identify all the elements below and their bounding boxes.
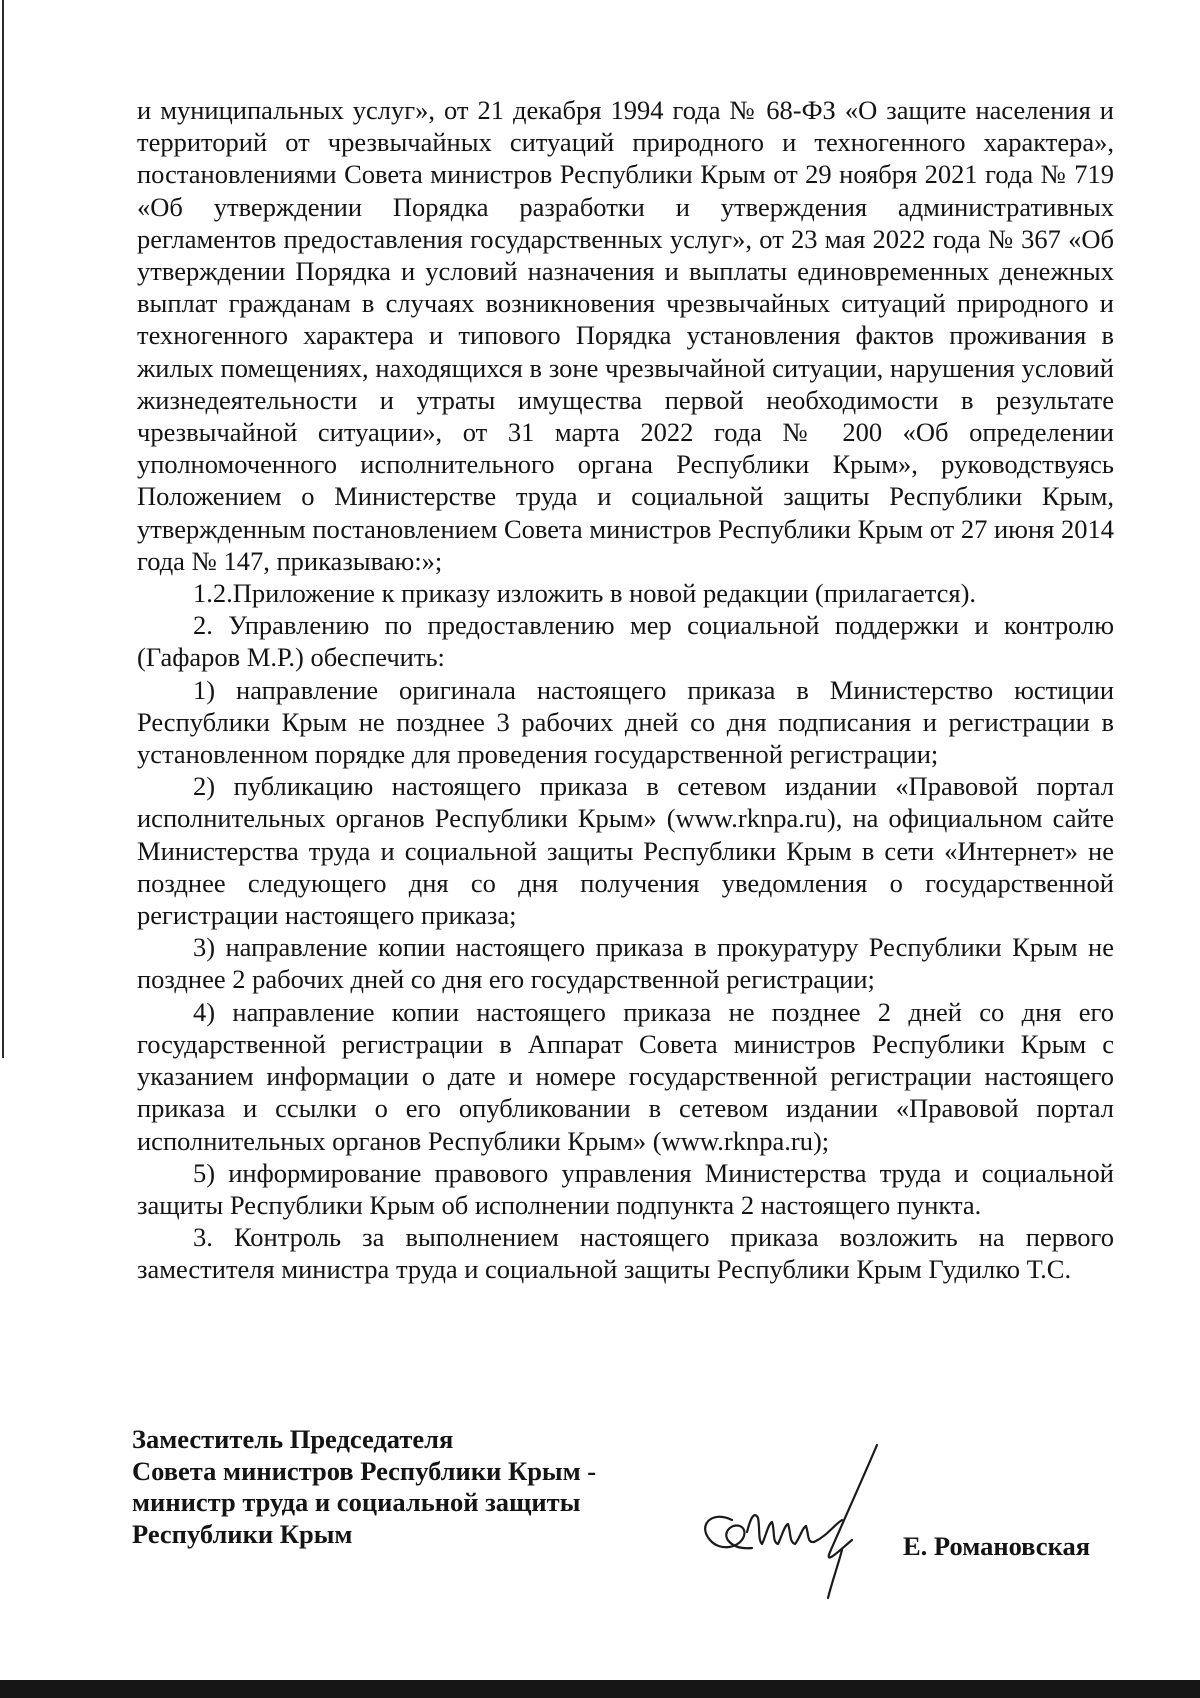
paragraph-2-item-3: 3) направление копии настоящего приказа в прокуратуру Республики Крым не позднее 2 рабочих дней со дня его государственной регистрации; xyxy=(137,932,1114,995)
paragraph-3: 3. Контроль за выполнением настоящего приказа возложить на первого заместителя министра труда и социальной защиты Республики Крым Гудилко Т.С. xyxy=(137,1222,1114,1285)
paragraph-2: 2. Управлению по предоставлению мер социальной поддержки и контролю (Гафаров М.Р.) обеспечить: xyxy=(137,610,1114,673)
signatory-title-line: Республики Крым xyxy=(132,1518,353,1549)
paragraph-2-item-5: 5) информирование правового управления Министерства труда и социальной защиты Республики Крым об исполнении подпункта 2 настоящего пункта. xyxy=(137,1157,1114,1220)
paragraph-2-item-4: 4) направление копии настоящего приказа не позднее 2 дней со дня его государственной регистрации в Аппарат Совета министров Республики Крым с указанием информации о дате и номере государственной регистрации настоящего приказа и ссылки о его опубликовании в сетевом издании «Правовой портал исполнительных органов Республики Крым» (www.rknpa.ru); xyxy=(137,996,1114,1156)
signatory-title-block xyxy=(132,1424,692,1550)
handwritten-signature xyxy=(692,1440,922,1600)
scan-left-edge-line xyxy=(2,0,4,1058)
signatory-title-line: министр труда и социальной защиты xyxy=(132,1487,581,1517)
signatory-title-line: Совета министров Республики Крым - xyxy=(132,1455,597,1486)
scan-bottom-edge-bar xyxy=(0,1680,1200,1698)
paragraph-1-2: 1.2.Приложение к приказу изложить в новой редакции (прилагается). xyxy=(193,578,977,609)
document-body xyxy=(137,94,1114,1286)
paragraph-2-item-1: 1) направление оригинала настоящего приказа в Министерство юстиции Республики Крым не позднее 3 рабочих дней со дня подписания и регистрации в установленном порядке для проведения государственной регистрации; xyxy=(137,674,1114,770)
signer-name: Е. Романовская xyxy=(903,1531,1091,1561)
signatory-title-line: Заместитель Председателя xyxy=(132,1424,454,1454)
paragraph-2-item-2: 2) публикацию настоящего приказа в сетевом издании «Правовой портал исполнительных органов Республики Крым» (www.rknpa.ru), на официальном сайте Министерства труда и социальной защиты Республики Крым в сети «Интернет» не позднее следующего дня со дня получения уведомления о государственной регистрации настоящего приказа; xyxy=(137,771,1114,931)
paragraph-preamble: и муниципальных услуг», от 21 декабря 1994 года № 68-ФЗ «О защите населения и территорий от чрезвычайных ситуаций природного и техногенного характера», постановлениями Совета министров Республики Крым от 29 ноября 2021 года № 719 «Об утверждении Порядка разработки и утверждения административных регламентов предоставления государственных услуг», от 23 мая 2022 года № 367 «Об утверждении Порядка и условий назначения и выплаты единовременных денежных выплат гражданам в случаях возникновения чрезвычайных ситуаций природного и техногенного характера и типового Порядка установления фактов проживания в жилых помещениях, находящихся в зоне чрезвычайной ситуации, нарушения условий жизнедеятельности и утраты имущества первой необходимости в результате чрезвычайной ситуации», от 31 марта 2022 года № 200 «Об определении уполномоченного исполнительного органа Республики Крым», руководствуясь Положением о Министерстве труда и социальной защиты Республики Крым, утвержденным постановлением Совета министров Республики Крым от 27 июня 2014 года № 147, приказываю:»; xyxy=(137,95,1114,576)
